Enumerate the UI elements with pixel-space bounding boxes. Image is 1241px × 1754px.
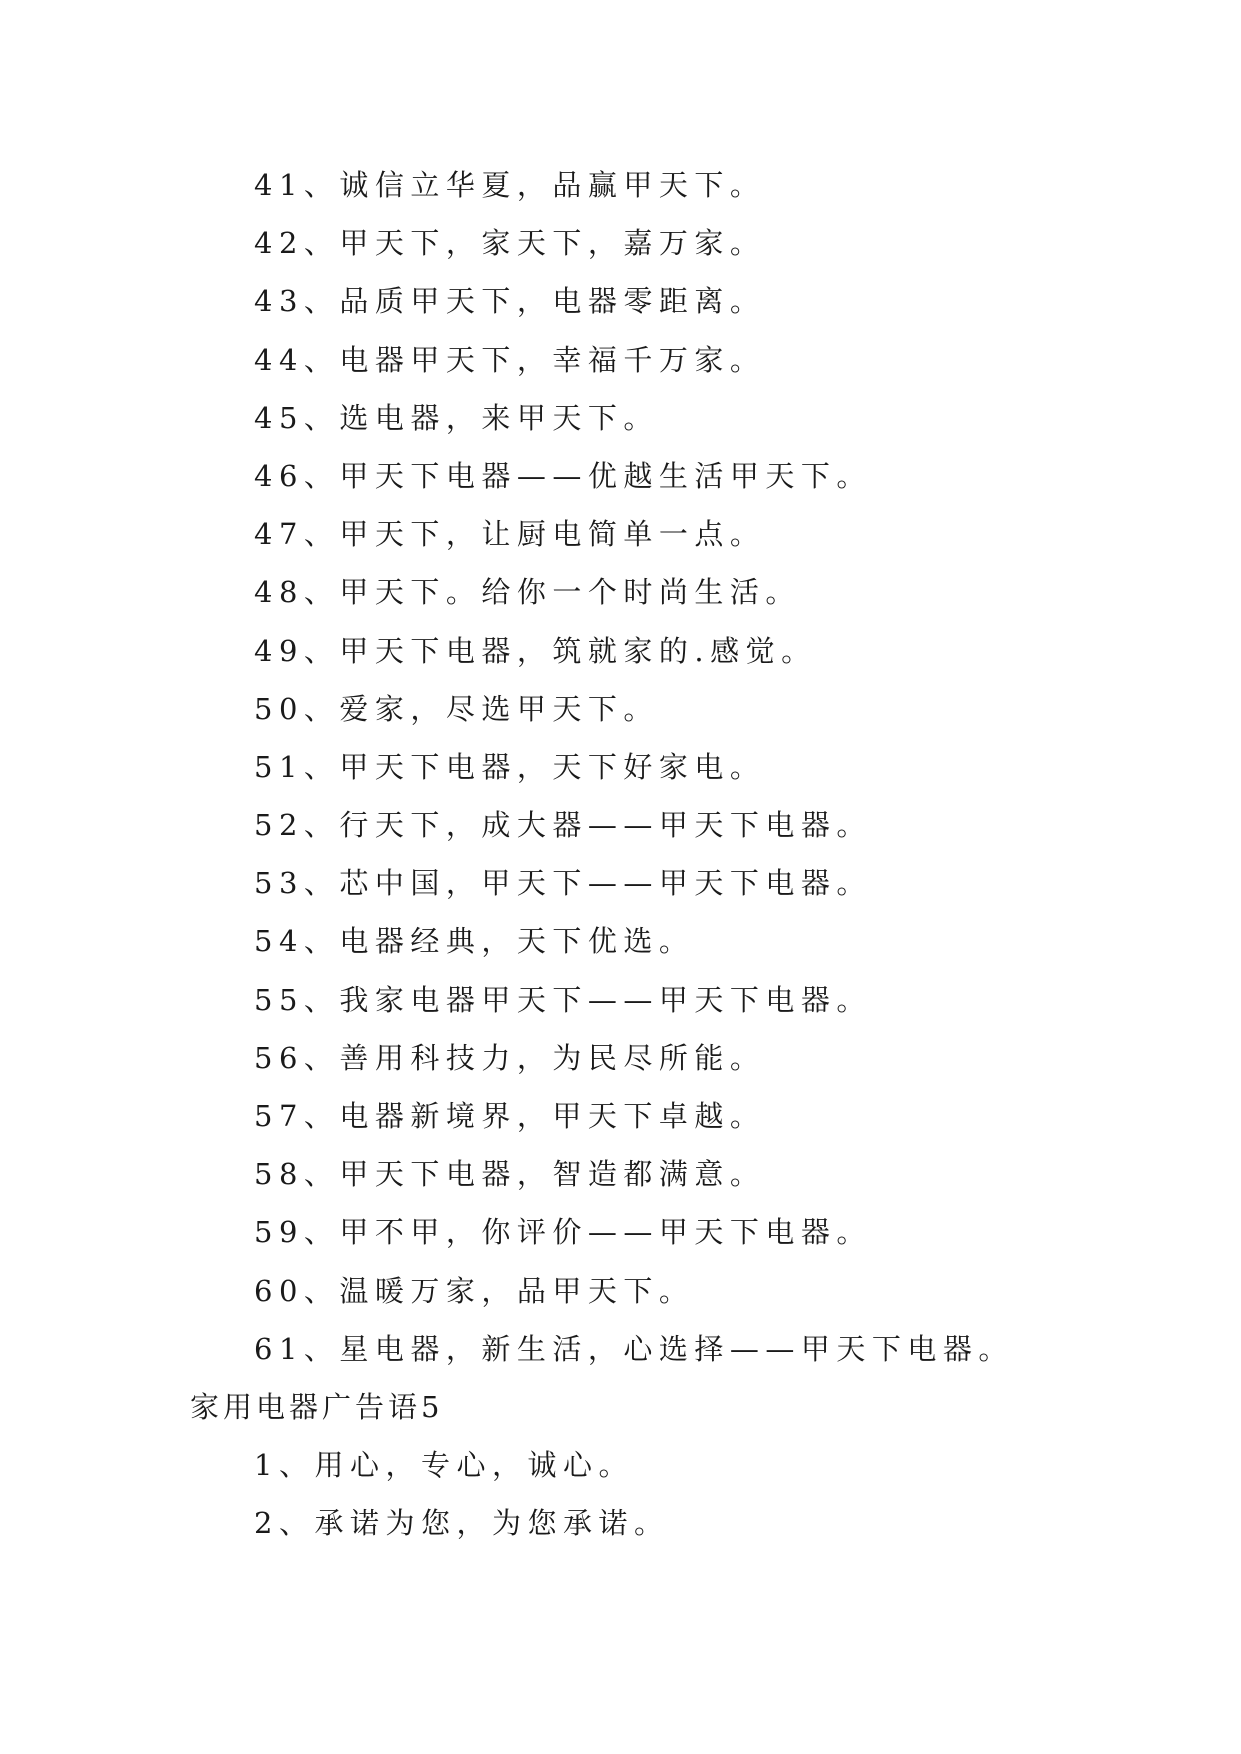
list-item: 49、甲天下电器，筑就家的.感觉。	[254, 633, 817, 668]
list-item: 42、甲天下，家天下，嘉万家。	[254, 226, 766, 261]
list-item: 51、甲天下电器，天下好家电。	[254, 749, 766, 784]
list-item: 45、选电器，来甲天下。	[254, 400, 659, 435]
list-item: 56、善用科技力，为民尽所能。	[254, 1040, 766, 1075]
slogan-list	[0, 156, 1241, 1553]
list-item: 47、甲天下，让厨电简单一点。	[254, 517, 766, 552]
list-item: 1、用心，专心，诚心。	[254, 1448, 634, 1483]
list-item: 2、承诺为您，为您承诺。	[254, 1506, 670, 1541]
list-item: 50、爱家，尽选甲天下。	[254, 691, 659, 726]
list-item: 48、甲天下。给你一个时尚生活。	[254, 575, 801, 610]
list-item: 61、星电器，新生活，心选择——甲天下电器。	[254, 1331, 1014, 1366]
list-item: 41、诚信立华夏，品赢甲天下。	[254, 168, 766, 202]
list-item: 57、电器新境界，甲天下卓越。	[254, 1099, 766, 1133]
list-item: 54、电器经典，天下优选。	[254, 924, 695, 959]
list-item: 43、品质甲天下，电器零距离。	[254, 284, 766, 319]
list-item: 53、芯中国，甲天下——甲天下电器。	[254, 866, 872, 901]
list-item: 46、甲天下电器——优越生活甲天下。	[254, 458, 872, 493]
list-item: 44、电器甲天下，幸福千万家。	[254, 342, 766, 377]
list-item: 58、甲天下电器，智造都满意。	[254, 1157, 766, 1192]
list-item: 60、温暖万家，品甲天下。	[254, 1273, 695, 1308]
list-item: 55、我家电器甲天下——甲天下电器。	[254, 982, 872, 1017]
section-heading: 家用电器广告语5	[190, 1389, 444, 1424]
list-item: 59、甲不甲，你评价——甲天下电器。	[254, 1215, 872, 1250]
list-item: 52、行天下，成大器——甲天下电器。	[254, 808, 872, 843]
